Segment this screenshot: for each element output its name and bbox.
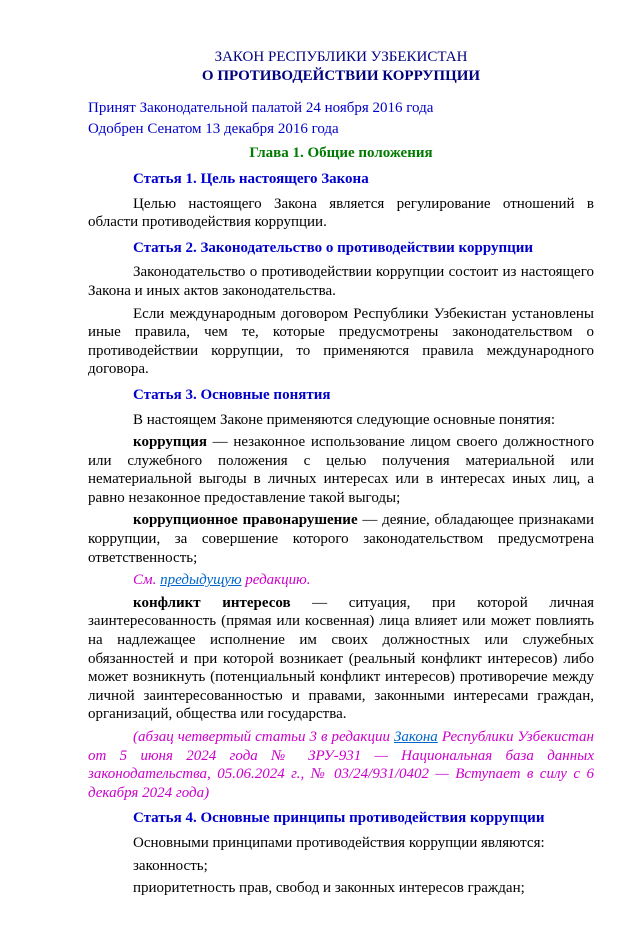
approved-by-senate-line: Одобрен Сенатом 13 декабря 2016 года	[88, 120, 339, 137]
amendment-law-link[interactable]: Закона	[393, 729, 438, 745]
see-note-prefix: См.	[133, 572, 161, 589]
article-2-paragraph-1: Законодательство о противодействии коррупции состоит из настоящего Закона и иных актов законодательства.	[88, 264, 594, 299]
amendment-note-suffix: Республики Узбекистан от 5 июня 2024 года № ЗРУ-931 — Национальная база данных законодательства, 05.06.2024 г., № 03/24/931/0402 — Вступает в силу с 6 декабря 2024 года)	[88, 729, 594, 801]
article-1-paragraph-1: Целью настоящего Закона является регулирование отношений в области противодействия коррупции.	[88, 195, 594, 231]
adopted-by-chamber-line: Принят Законодательной палатой 24 ноября 2016 года	[88, 100, 434, 117]
amendment-note	[88, 728, 594, 802]
article-3-intro: В настоящем Законе применяются следующие основные понятия:	[133, 411, 556, 428]
article-2-paragraph-2: Если международным договором Республики Узбекистан установлены иные правила, чем те, которые предусмотрены законодательством о противодействии коррупции, то применяются правила международного договора.	[88, 305, 594, 378]
article-1-heading: Статья 1. Цель настоящего Закона	[133, 170, 369, 187]
previous-edition-link[interactable]: предыдущую	[160, 572, 242, 589]
definition-corruption-offense-text: — деяние, обладающее признаками коррупции, за совершение которого законодательством предусмотрена ответственность;	[88, 512, 594, 566]
definition-corruption-offense	[88, 511, 594, 567]
term-corruption: коррупция	[133, 434, 207, 451]
see-previous-edition-note	[88, 571, 594, 590]
article-3-heading: Статья 3. Основные понятия	[133, 386, 331, 403]
amendment-note-prefix: (абзац четвертый статьи 3 в редакции	[133, 729, 394, 745]
article-4-intro: Основными принципами противодействия коррупции являются:	[133, 834, 545, 851]
see-note-suffix: редакцию.	[241, 572, 311, 589]
definition-corruption-text: — незаконное использование лицом своего должностного или служебного положения с целью получения материальной или нематериальной выгоды в личных интересах или в интересах иных лиц, а равно незаконное предоставление такой выгоды;	[88, 434, 594, 506]
document-title	[88, 48, 594, 85]
article-2-heading: Статья 2. Законодательство о противодействии коррупции	[133, 239, 534, 256]
article-4-principle-2: приоритетность прав, свобод и законных интересов граждан;	[133, 880, 525, 897]
law-title-line1: ЗАКОН РЕСПУБЛИКИ УЗБЕКИСТАН	[214, 49, 468, 65]
definition-corruption	[88, 433, 594, 507]
term-corruption-offense: коррупционное правонарушение	[133, 512, 358, 529]
article-4-principle-1: законность;	[133, 857, 208, 874]
article-4-heading: Статья 4. Основные принципы противодействия коррупции	[133, 810, 545, 827]
chapter-1-heading: Глава 1. Общие положения	[249, 145, 433, 162]
term-conflict-of-interest: конфликт интересов	[133, 594, 291, 611]
definition-conflict-of-interest	[88, 594, 594, 724]
definition-conflict-of-interest-text: — ситуация, при которой личная заинтересованность (прямая или косвенная) лица влияет или может повлиять на надлежащее исполнение им своих должностных или служебных обязанностей и при которой возникает (реальный конфликт интересов) либо может возникнуть (потенциальный конфликт интересов) противоречие между личной заинтересованностью и правами, законными интересами граждан, организаций, общества или государства.	[88, 594, 594, 723]
law-title-line2: О ПРОТИВОДЕЙСТВИИ КОРРУПЦИИ	[201, 67, 481, 84]
